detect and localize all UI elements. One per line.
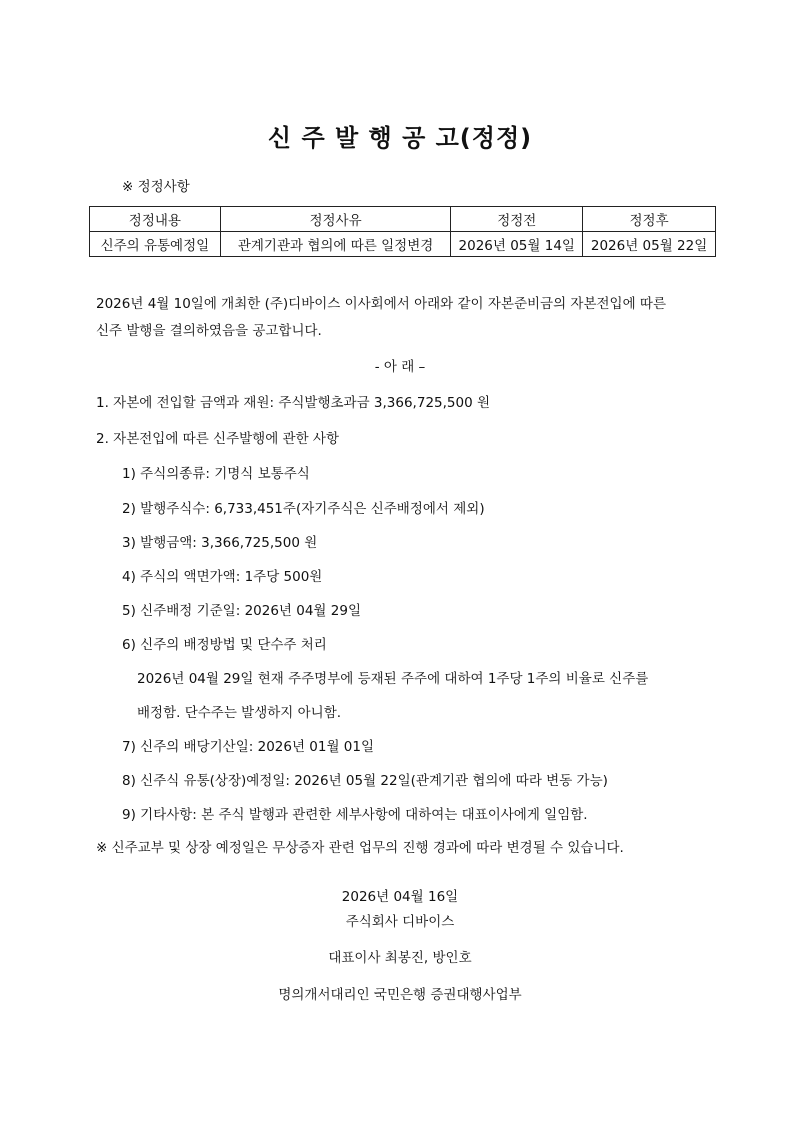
correction-table [89,206,716,257]
sub-item-1: 1) 주식의종류: 기명식 보통주식 [122,466,310,482]
notice: ※ 신주교부 및 상장 예정일은 무상증자 관련 업무의 진행 경과에 따라 변경될 수 있습니다. [96,840,624,856]
below-marker: - 아 래 – [374,359,426,375]
data-cell: 2026년 05월 14일 [451,232,583,257]
header-cell: 정정전 [451,207,583,232]
sub-item-9: 9) 기타사항: 본 주식 발행과 관련한 세부사항에 대하여는 대표이사에게 일임함. [122,807,588,823]
header-cell: 정정후 [583,207,716,232]
data-cell: 관계기관과 협의에 따른 일정변경 [220,232,451,257]
data-cell: 신주의 유통예정일 [90,232,221,257]
sub-item-8: 8) 신주식 유통(상장)예정일: 2026년 05월 22일(관계기관 협의에 따라 변동 가능) [122,773,608,789]
sub-item-6-line-2: 배정함. 단수주는 발생하지 아니함. [137,705,342,721]
item-2: 2. 자본전입에 따른 신주발행에 관한 사항 [96,431,339,447]
intro-line-2: 신주 발행을 결의하였음을 공고합니다. [96,323,322,339]
header-cell: 정정사유 [220,207,451,232]
sub-item-7: 7) 신주의 배당기산일: 2026년 01월 01일 [122,739,375,755]
page-title: 신 주 발 행 공 고(정정) [267,124,533,152]
ceo-names: 대표이사 최봉진, 방인호 [328,950,472,966]
company-name: 주식회사 디바이스 [345,914,455,930]
sub-item-6: 6) 신주의 배정방법 및 단수주 처리 [122,637,327,653]
correction-heading: ※ 정정사항 [122,179,190,195]
transfer-agent: 명의개서대리인 국민은행 증권대행사업부 [278,987,522,1003]
correction-data-row [90,232,716,257]
announcement-date: 2026년 04월 16일 [341,889,459,905]
sub-item-2: 2) 발행주식수: 6,733,451주(자기주식은 신주배정에서 제외) [122,501,485,517]
item-1: 1. 자본에 전입할 금액과 재원: 주식발행초과금 3,366,725,500 원 [96,395,491,411]
correction-header-row [90,207,716,232]
sub-item-6-line-1: 2026년 04월 29일 현재 주주명부에 등재된 주주에 대하여 1주당 1주의 비율로 신주를 [137,671,649,687]
sub-item-3: 3) 발행금액: 3,366,725,500 원 [122,535,318,551]
sub-item-5: 5) 신주배정 기준일: 2026년 04월 29일 [122,603,361,619]
intro-line-1: 2026년 4월 10일에 개최한 (주)디바이스 이사회에서 아래와 같이 자본준비금의 자본전입에 따른 [96,296,667,312]
data-cell: 2026년 05월 22일 [583,232,716,257]
header-cell: 정정내용 [90,207,221,232]
sub-item-4: 4) 주식의 액면가액: 1주당 500원 [122,569,323,585]
